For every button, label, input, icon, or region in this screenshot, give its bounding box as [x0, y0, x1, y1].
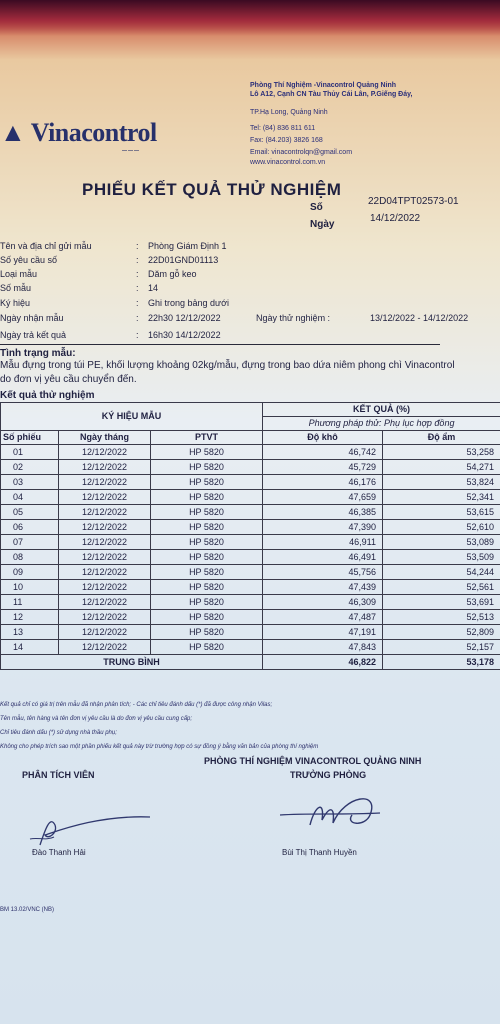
sample-date: 12/12/2022: [59, 460, 151, 475]
sample-date: 12/12/2022: [59, 505, 151, 520]
sample-date: 12/12/2022: [59, 625, 151, 640]
dryness-value: 47,191: [263, 625, 383, 640]
table-average-row: [1, 655, 500, 670]
lab-website: www.vinacontrol.com.vn: [250, 159, 326, 166]
vehicle: HP 5820: [151, 610, 263, 625]
vehicle: HP 5820: [151, 595, 263, 610]
info-label: Số yêu cầu số: [0, 255, 58, 265]
sample-date: 12/12/2022: [59, 610, 151, 625]
moisture-value: 52,809: [383, 625, 500, 640]
moisture-value: 52,513: [383, 610, 500, 625]
dryness-value: 46,385: [263, 505, 383, 520]
dryness-value: 47,659: [263, 490, 383, 505]
col-header-ticket: Số phiếu: [1, 431, 59, 445]
info-row-request-no: Số yêu cầu số : 22D01GND01113: [0, 255, 219, 265]
table-row: [1, 490, 500, 505]
info-value: 22D01GND01113: [148, 255, 219, 265]
moisture-value: 53,691: [383, 595, 500, 610]
lab-tel: Tel: (84) 836 811 611: [250, 125, 316, 132]
sample-status-line-2: do đơn vị yêu cầu chuyển đến.: [0, 374, 137, 385]
note-2: Tên mẫu, tên hàng và tên đơn vị yêu cầu là do đơn vị yêu cầu cung cấp;: [0, 716, 193, 722]
info-row-sample-count: Số mẫu : 14: [0, 283, 159, 293]
dryness-value: 46,742: [263, 445, 383, 460]
note-4: Không cho phép trích sao một phần phiếu kết quả này trừ trường hợp có sự đồng ý bằng văn bản của phòng thí nghiệm: [0, 744, 319, 750]
info-value: Ghi trong bảng dưới: [148, 298, 229, 308]
moisture-value: 53,089: [383, 535, 500, 550]
table-column-header: [1, 431, 500, 445]
logo-tagline-mark: ———: [122, 148, 140, 154]
moisture-value: 53,824: [383, 475, 500, 490]
right-signer-name: Bùi Thị Thanh Huyền: [282, 848, 357, 857]
right-signature-icon: [270, 785, 440, 845]
right-signer-role: TRƯỞNG PHÒNG: [290, 770, 367, 780]
sample-date: 12/12/2022: [59, 535, 151, 550]
table-group-header: [1, 403, 500, 417]
table-row: [1, 460, 500, 475]
sample-date: 12/12/2022: [59, 475, 151, 490]
vehicle: HP 5820: [151, 490, 263, 505]
company-logo: [0, 118, 157, 148]
ticket-number: 10: [1, 580, 59, 595]
sample-date: 12/12/2022: [59, 490, 151, 505]
moisture-value: 53,509: [383, 550, 500, 565]
info-label: Ngày nhận mẫu: [0, 313, 64, 323]
sample-date: 12/12/2022: [59, 565, 151, 580]
report-date-label: Ngày: [310, 219, 335, 230]
info-value: 16h30 14/12/2022: [148, 330, 221, 340]
ticket-number: 04: [1, 490, 59, 505]
moisture-value: 54,244: [383, 565, 500, 580]
lab-fax: Fax: (84.203) 3826 168: [250, 137, 323, 144]
lab-email: Email: vinacontrolqn@gmail.com: [250, 149, 353, 156]
info-label: Ký hiệu: [0, 298, 31, 308]
table-row: [1, 595, 500, 610]
test-date-label: Ngày thử nghiệm :: [256, 313, 331, 323]
dryness-value: 45,756: [263, 565, 383, 580]
info-value: Phòng Giám Định 1: [148, 241, 227, 251]
table-row: [1, 475, 500, 490]
table-row: [1, 640, 500, 655]
table-row: [1, 610, 500, 625]
report-title: PHIẾU KẾT QUẢ THỬ NGHIỆM: [82, 180, 342, 199]
sample-status-line-1: Mẫu đựng trong túi PE, khối lượng khoảng 02kg/mẫu, đựng trong bao dứa niêm phong chì Vinacontrol: [0, 360, 455, 371]
info-label: Loại mẫu: [0, 269, 38, 279]
table-row: [1, 445, 500, 460]
vehicle: HP 5820: [151, 625, 263, 640]
col-header-moisture: Độ ẩm: [383, 431, 500, 445]
col-header-dryness: Độ khô: [263, 431, 383, 445]
sample-date: 12/12/2022: [59, 595, 151, 610]
info-divider: [0, 344, 440, 345]
table-row: [1, 565, 500, 580]
ticket-number: 01: [1, 445, 59, 460]
logo-text: Vinacontrol: [30, 118, 157, 147]
lab-address-2: TP.Hạ Long, Quảng Ninh: [250, 109, 328, 116]
moisture-value: 53,258: [383, 445, 500, 460]
vehicle: HP 5820: [151, 580, 263, 595]
average-label: TRUNG BÌNH: [1, 655, 263, 670]
left-signature-icon: [10, 795, 160, 855]
left-signer-role: PHÂN TÍCH VIÊN: [22, 770, 95, 780]
report-date-value: 14/12/2022: [370, 213, 421, 224]
info-row-received: Ngày nhận mẫu : 22h30 12/12/2022 Ngày thử nghiệm : 13/12/2022 - 14/12/2022: [0, 313, 469, 323]
info-value: 14: [148, 283, 159, 293]
sample-date: 12/12/2022: [59, 640, 151, 655]
moisture-value: 54,271: [383, 460, 500, 475]
table-row: [1, 505, 500, 520]
info-row-returned: Ngày trả kết quả : 16h30 14/12/2022: [0, 330, 221, 340]
average-dryness: 46,822: [263, 655, 383, 670]
table-row: [1, 580, 500, 595]
dryness-value: 47,487: [263, 610, 383, 625]
col-header-vehicle: PTVT: [151, 431, 263, 445]
vehicle: HP 5820: [151, 535, 263, 550]
moisture-value: 52,341: [383, 490, 500, 505]
ticket-number: 05: [1, 505, 59, 520]
dryness-value: 46,491: [263, 550, 383, 565]
dryness-value: 46,176: [263, 475, 383, 490]
report-number-value: 22D04TPT02573-01: [368, 196, 459, 207]
info-row-sample-type: Loại mẫu : Dăm gỗ keo: [0, 269, 197, 279]
dryness-value: 47,390: [263, 520, 383, 535]
info-row-symbol: Ký hiệu : Ghi trong bảng dưới: [0, 298, 229, 308]
average-moisture: 53,178: [383, 655, 500, 670]
sample-symbol-group-header: KÝ HIỆU MẪU: [1, 403, 263, 431]
sample-status-heading: Tình trạng mẫu:: [0, 348, 76, 359]
ticket-number: 02: [1, 460, 59, 475]
ticket-number: 13: [1, 625, 59, 640]
ticket-number: 09: [1, 565, 59, 580]
table-row: [1, 520, 500, 535]
ticket-number: 03: [1, 475, 59, 490]
dryness-value: 46,309: [263, 595, 383, 610]
ticket-number: 07: [1, 535, 59, 550]
sample-date: 12/12/2022: [59, 550, 151, 565]
table-row: [1, 535, 500, 550]
note-3: Chỉ tiêu đánh dấu (*) sử dụng nhà thầu phụ;: [0, 730, 117, 736]
vehicle: HP 5820: [151, 460, 263, 475]
col-header-date: Ngày tháng: [59, 431, 151, 445]
sample-date: 12/12/2022: [59, 445, 151, 460]
info-label: Số mẫu: [0, 283, 32, 293]
form-code: BM 13.02/VNC (NB): [0, 907, 55, 913]
vehicle: HP 5820: [151, 565, 263, 580]
dryness-value: 46,911: [263, 535, 383, 550]
result-group-header: KẾT QUẢ (%): [263, 403, 500, 417]
moisture-value: 52,157: [383, 640, 500, 655]
ticket-number: 06: [1, 520, 59, 535]
moisture-value: 53,615: [383, 505, 500, 520]
vehicle: HP 5820: [151, 520, 263, 535]
vehicle: HP 5820: [151, 640, 263, 655]
sample-date: 12/12/2022: [59, 580, 151, 595]
dryness-value: 47,439: [263, 580, 383, 595]
right-signer-org: PHÒNG THÍ NGHIỆM VINACONTROL QUẢNG NINH: [204, 756, 422, 766]
vehicle: HP 5820: [151, 505, 263, 520]
dryness-value: 45,729: [263, 460, 383, 475]
left-signer-name: Đào Thanh Hải: [32, 848, 86, 857]
vehicle: HP 5820: [151, 475, 263, 490]
table-row: [1, 550, 500, 565]
info-label: Ngày trả kết quả: [0, 330, 67, 340]
vehicle: HP 5820: [151, 550, 263, 565]
ticket-number: 11: [1, 595, 59, 610]
test-method: Phương pháp thử: Phụ lục hợp đồng: [263, 417, 500, 431]
sample-date: 12/12/2022: [59, 520, 151, 535]
info-value: Dăm gỗ keo: [148, 269, 197, 279]
ticket-number: 12: [1, 610, 59, 625]
table-row: [1, 625, 500, 640]
moisture-value: 52,610: [383, 520, 500, 535]
logo-mark-icon: ▲: [0, 118, 26, 147]
moisture-value: 52,561: [383, 580, 500, 595]
results-heading: Kết quả thử nghiệm: [0, 390, 95, 401]
results-table: [0, 402, 500, 670]
test-report-sheet: [0, 30, 500, 1024]
ticket-number: 08: [1, 550, 59, 565]
info-label: Tên và địa chỉ gửi mẫu: [0, 241, 92, 251]
test-date-value: 13/12/2022 - 14/12/2022: [370, 313, 469, 323]
dryness-value: 47,843: [263, 640, 383, 655]
lab-address-1: Lô A12, Cạnh CN Tàu Thủy Cái Lân, P.Giếng Đáy,: [250, 91, 413, 98]
info-row-sender: Tên và địa chỉ gửi mẫu : Phòng Giám Định 1: [0, 241, 227, 251]
note-1: Kết quả chỉ có giá trị trên mẫu đã nhận phân tích; - Các chỉ tiêu đánh dấu (*) đã được công nhận Vilas;: [0, 702, 273, 708]
report-number-label: Số: [310, 202, 323, 213]
lab-name: Phòng Thí Nghiệm -Vinacontrol Quảng Ninh: [250, 82, 397, 89]
vehicle: HP 5820: [151, 445, 263, 460]
info-value: 22h30 12/12/2022: [148, 313, 221, 323]
ticket-number: 14: [1, 640, 59, 655]
